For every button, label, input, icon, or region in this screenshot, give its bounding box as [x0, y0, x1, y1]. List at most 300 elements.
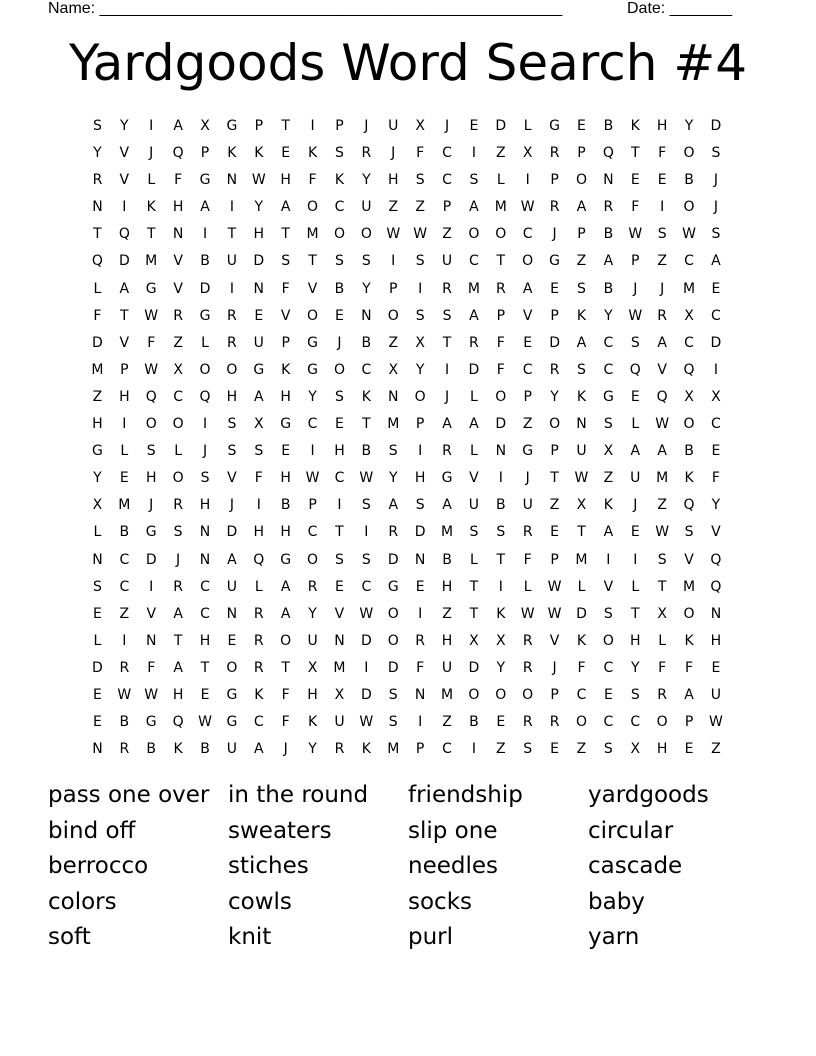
grid-letter: P — [415, 741, 425, 758]
grid-letter: S — [603, 741, 613, 758]
grid-letter: W — [520, 199, 535, 216]
grid-letter: T — [469, 605, 479, 622]
grid-letter: U — [388, 118, 399, 134]
grid-letter: Q — [199, 388, 211, 405]
grid-letter: N — [226, 605, 238, 622]
grid-letter: K — [307, 145, 318, 162]
grid-letter: A — [227, 551, 237, 568]
grid-letter: U — [361, 199, 372, 216]
grid-letter: H — [280, 388, 291, 405]
grid-letter: I — [337, 497, 342, 514]
grid-letter: J — [633, 280, 638, 297]
grid-letter: T — [146, 226, 156, 243]
grid-letter: I — [122, 199, 127, 216]
grid-letter: H — [280, 470, 291, 487]
grid-letter: N — [145, 632, 157, 649]
grid-letter: E — [93, 605, 102, 622]
grid-letter: U — [307, 632, 318, 649]
grid-letter: M — [656, 470, 669, 487]
grid-letter: H — [441, 578, 453, 595]
grid-letter: E — [227, 632, 237, 649]
grid-letter: S — [657, 226, 667, 243]
grid-letter: G — [145, 524, 157, 541]
grid-letter: E — [550, 524, 560, 541]
grid-letter: T — [496, 551, 506, 568]
grid-letter: W — [547, 605, 562, 622]
grid-letter: M — [682, 578, 696, 595]
grid-letter: F — [281, 280, 290, 297]
grid-letter: J — [149, 497, 154, 514]
grid-letter: J — [444, 388, 450, 405]
word-list-item: soft — [48, 924, 91, 951]
grid-letter: X — [684, 388, 694, 405]
grid-letter: S — [711, 145, 721, 162]
grid-letter: Y — [604, 307, 613, 324]
grid-letter: Y — [550, 388, 559, 405]
grid-letter: I — [364, 524, 369, 541]
grid-letter: S — [523, 741, 533, 758]
grid-letter: Q — [683, 497, 695, 514]
grid-letter: W — [359, 714, 374, 731]
grid-letter: I — [471, 741, 476, 758]
grid-letter: V — [522, 307, 533, 324]
grid-letter: R — [334, 741, 345, 758]
grid-letter: K — [334, 172, 345, 189]
grid-letter: D — [495, 416, 507, 433]
grid-letter: Y — [415, 361, 425, 378]
grid-letter: O — [602, 632, 614, 649]
grid-letter: U — [576, 443, 587, 460]
grid-letter: L — [120, 443, 129, 460]
grid-letter: A — [576, 199, 587, 216]
grid-letter: G — [199, 307, 211, 324]
grid-letter: D — [710, 118, 722, 134]
grid-letter: M — [145, 253, 158, 270]
grid-letter: X — [496, 632, 506, 649]
date-field-label: Date: _______ — [627, 0, 732, 17]
grid-letter: R — [522, 524, 533, 541]
grid-letter: A — [576, 334, 587, 351]
grid-letter: M — [440, 524, 454, 541]
grid-letter: I — [525, 172, 530, 189]
grid-letter: C — [200, 578, 210, 595]
grid-letter: Y — [362, 280, 371, 297]
grid-letter: A — [603, 253, 614, 270]
grid-letter: F — [174, 172, 183, 189]
grid-letter: C — [307, 524, 318, 541]
grid-letter: K — [684, 632, 694, 649]
grid-letter: S — [630, 334, 640, 351]
word-list-item: friendship — [408, 782, 523, 808]
name-field-label: Name: ____________________________________________________ — [48, 0, 563, 17]
grid-letter: P — [389, 280, 398, 297]
word-list-item: berrocco — [48, 853, 149, 880]
grid-letter: B — [280, 497, 291, 514]
grid-letter: J — [364, 118, 369, 134]
grid-letter: R — [522, 659, 533, 676]
grid-letter: R — [657, 686, 668, 703]
grid-letter: I — [122, 632, 127, 649]
grid-letter: L — [201, 334, 209, 351]
grid-letter: Z — [92, 388, 103, 405]
grid-letter: Y — [308, 388, 317, 405]
grid-letter: E — [711, 280, 721, 297]
grid-letter: A — [254, 388, 264, 405]
grid-letter: K — [576, 388, 587, 405]
grid-letter: Z — [603, 470, 614, 487]
grid-letter: Z — [496, 145, 506, 162]
grid-letter: K — [603, 497, 613, 514]
grid-letter: B — [684, 443, 694, 460]
grid-letter: Z — [522, 416, 533, 433]
grid-letter: I — [498, 578, 503, 595]
grid-letter: B — [119, 524, 130, 541]
grid-letter: M — [306, 226, 319, 243]
grid-letter: V — [173, 253, 183, 270]
word-list-item: purl — [408, 924, 454, 951]
grid-letter: T — [120, 307, 129, 324]
grid-letter: N — [414, 551, 426, 568]
grid-letter: F — [308, 172, 317, 189]
grid-letter: U — [630, 470, 641, 487]
grid-letter: L — [631, 578, 640, 595]
grid-letter: P — [684, 714, 694, 731]
grid-letter: C — [684, 334, 694, 351]
grid-letter: S — [415, 253, 425, 270]
grid-letter: S — [630, 686, 640, 703]
grid-letter: J — [525, 470, 530, 487]
grid-letter: N — [199, 551, 211, 568]
grid-letter: E — [630, 388, 640, 405]
grid-letter: H — [119, 388, 130, 405]
grid-letter: N — [226, 172, 238, 189]
grid-letter: S — [335, 253, 344, 270]
grid-letter: E — [415, 578, 425, 595]
grid-letter: Q — [172, 714, 184, 731]
grid-letter: K — [576, 307, 587, 324]
grid-letter: A — [657, 334, 667, 351]
grid-letter: R — [119, 741, 130, 758]
grid-letter: E — [523, 334, 533, 351]
grid-letter: T — [496, 253, 506, 270]
grid-letter: T — [442, 334, 452, 351]
grid-letter: V — [603, 578, 614, 595]
grid-letter: S — [603, 605, 613, 622]
grid-letter: R — [549, 199, 560, 216]
grid-letter: N — [710, 605, 722, 622]
grid-letter: R — [495, 280, 506, 297]
grid-letter: E — [281, 145, 291, 162]
grid-letter: Y — [684, 118, 694, 134]
grid-letter: X — [684, 307, 694, 324]
grid-letter: V — [711, 524, 721, 541]
word-list-item: colors — [48, 888, 117, 915]
grid-letter: N — [92, 199, 103, 216]
grid-letter: E — [93, 686, 102, 703]
grid-letter: W — [198, 714, 212, 731]
grid-letter: J — [660, 280, 665, 297]
grid-letter: E — [550, 280, 560, 297]
grid-letter: M — [467, 280, 480, 297]
grid-letter: F — [93, 307, 102, 324]
grid-letter: A — [200, 199, 210, 216]
grid-letter: C — [522, 361, 533, 378]
grid-letter: H — [307, 686, 318, 703]
grid-letter: A — [469, 199, 479, 216]
grid-letter: N — [603, 172, 614, 189]
grid-letter: U — [441, 659, 453, 676]
word-list-item: baby — [588, 888, 645, 915]
grid-letter: G — [522, 443, 534, 460]
grid-letter: O — [495, 686, 507, 703]
grid-letter: P — [550, 551, 559, 568]
grid-letter: D — [253, 253, 265, 270]
grid-letter: C — [334, 470, 345, 487]
grid-letter: C — [334, 199, 345, 216]
word-list-item: cascade — [588, 853, 683, 880]
grid-letter: W — [144, 361, 159, 378]
grid-letter: S — [281, 253, 291, 270]
grid-letter: T — [281, 659, 290, 676]
grid-letter: S — [361, 551, 371, 568]
grid-letter: S — [415, 172, 425, 189]
grid-letter: Y — [711, 497, 721, 514]
grid-letter: V — [469, 470, 479, 487]
grid-letter: I — [418, 714, 423, 731]
grid-letter: R — [522, 632, 533, 649]
grid-letter: H — [334, 443, 345, 460]
grid-letter: M — [118, 497, 131, 514]
grid-letter: O — [495, 388, 507, 405]
grid-letter: B — [603, 118, 614, 134]
grid-letter: C — [711, 307, 721, 324]
grid-letter: S — [93, 578, 102, 595]
grid-letter: F — [631, 199, 640, 216]
grid-letter: B — [603, 280, 614, 297]
grid-letter: H — [92, 416, 103, 433]
grid-letter: L — [147, 172, 156, 189]
grid-letter: O — [307, 307, 319, 324]
grid-letter: K — [576, 632, 587, 649]
grid-letter: J — [713, 199, 718, 216]
grid-letter: P — [200, 145, 210, 162]
letter-grid — [84, 113, 729, 763]
grid-letter: D — [199, 280, 211, 297]
grid-letter: K — [254, 686, 264, 703]
grid-letter: W — [305, 470, 320, 487]
grid-letter: V — [280, 307, 291, 324]
word-list-item: sweaters — [228, 817, 332, 844]
grid-letter: F — [523, 551, 532, 568]
grid-letter: F — [416, 145, 425, 162]
word-list-item: slip one — [408, 817, 498, 844]
grid-letter: X — [711, 388, 721, 405]
grid-letter: T — [362, 416, 371, 433]
grid-letter: G — [441, 470, 453, 487]
grid-letter: G — [145, 714, 157, 731]
grid-letter: A — [442, 416, 452, 433]
grid-letter: S — [200, 470, 210, 487]
grid-letter: I — [202, 416, 208, 433]
grid-letter: S — [254, 443, 264, 460]
grid-letter: Y — [496, 659, 506, 676]
grid-letter: D — [360, 686, 372, 703]
grid-letter: A — [119, 280, 130, 297]
grid-letter: H — [172, 199, 184, 216]
grid-letter: I — [713, 361, 718, 378]
grid-letter: O — [495, 226, 507, 243]
grid-letter: K — [496, 605, 506, 622]
grid-letter: E — [119, 470, 129, 487]
grid-letter: N — [414, 686, 426, 703]
grid-letter: T — [550, 470, 559, 487]
grid-letter: I — [364, 659, 369, 676]
grid-letter: A — [173, 118, 183, 134]
grid-letter: R — [442, 443, 452, 460]
grid-letter: N — [253, 280, 265, 297]
grid-letter: B — [684, 172, 694, 189]
grid-letter: T — [657, 578, 667, 595]
grid-letter: W — [574, 470, 589, 487]
grid-letter: Z — [576, 741, 587, 758]
grid-letter: F — [685, 659, 694, 676]
grid-letter: I — [229, 280, 234, 297]
grid-letter: T — [630, 605, 640, 622]
grid-letter: E — [496, 714, 506, 731]
grid-letter: J — [202, 443, 208, 460]
grid-letter: R — [522, 714, 533, 731]
grid-letter: O — [575, 172, 587, 189]
grid-letter: K — [684, 470, 694, 487]
grid-letter: W — [386, 226, 401, 243]
page-title: Yardgoods Word Search #4 — [68, 34, 748, 92]
grid-letter: P — [308, 497, 317, 514]
grid-letter: A — [173, 605, 183, 622]
grid-letter: W — [117, 686, 132, 703]
grid-letter: O — [656, 714, 668, 731]
grid-letter: L — [93, 280, 102, 297]
grid-letter: Z — [711, 741, 721, 758]
grid-letter: T — [630, 145, 640, 162]
grid-letter: X — [334, 686, 345, 703]
grid-letter: B — [496, 497, 506, 514]
grid-letter: S — [711, 226, 721, 243]
word-list-item: yardgoods — [588, 782, 709, 808]
grid-letter: E — [630, 524, 640, 541]
grid-letter: S — [415, 497, 425, 514]
grid-letter: W — [359, 470, 374, 487]
grid-letter: N — [334, 632, 345, 649]
grid-letter: D — [92, 659, 103, 676]
grid-letter: E — [711, 659, 721, 676]
grid-letter: O — [683, 416, 695, 433]
grid-letter: D — [360, 632, 372, 649]
grid-letter: F — [658, 659, 667, 676]
grid-letter: W — [655, 416, 670, 433]
grid-letter: A — [280, 605, 291, 622]
grid-letter: I — [471, 145, 476, 162]
grid-letter: W — [709, 714, 723, 731]
grid-letter: X — [253, 416, 264, 433]
grid-letter: Z — [442, 605, 452, 622]
grid-letter: Z — [119, 605, 130, 622]
grid-letter: J — [552, 226, 557, 243]
grid-letter: X — [657, 605, 667, 622]
grid-letter: W — [520, 605, 535, 622]
grid-letter: O — [199, 361, 211, 378]
grid-letter: E — [93, 714, 102, 731]
grid-letter: T — [469, 578, 479, 595]
grid-letter: S — [603, 416, 613, 433]
grid-letter: F — [281, 686, 290, 703]
grid-letter: P — [550, 443, 559, 460]
grid-letter: H — [656, 741, 668, 758]
grid-letter: I — [444, 361, 450, 378]
grid-letter: P — [281, 334, 290, 351]
grid-letter: H — [280, 524, 291, 541]
grid-letter: I — [149, 118, 154, 134]
grid-letter: I — [633, 551, 638, 568]
grid-letter: Z — [388, 334, 399, 351]
grid-letter: A — [657, 443, 667, 460]
grid-letter: S — [388, 714, 398, 731]
grid-letter: G — [280, 551, 292, 568]
grid-letter: B — [361, 443, 372, 460]
grid-letter: C — [603, 659, 614, 676]
grid-letter: M — [494, 199, 507, 216]
grid-letter: I — [418, 280, 423, 297]
grid-letter: O — [683, 605, 695, 622]
grid-letter: Q — [172, 145, 184, 162]
grid-letter: P — [496, 307, 506, 324]
grid-letter: P — [550, 172, 559, 189]
grid-letter: R — [253, 632, 264, 649]
grid-letter: B — [146, 741, 157, 758]
grid-letter: H — [226, 388, 238, 405]
grid-letter: J — [337, 334, 342, 351]
grid-letter: K — [281, 361, 291, 378]
grid-letter: S — [227, 443, 237, 460]
grid-letter: W — [413, 226, 428, 243]
grid-letter: W — [144, 686, 159, 703]
grid-letter: C — [576, 686, 587, 703]
grid-letter: C — [603, 714, 614, 731]
grid-letter: P — [335, 118, 344, 134]
grid-letter: P — [631, 253, 640, 270]
grid-letter: C — [253, 714, 264, 731]
grid-letter: I — [606, 551, 611, 568]
grid-letter: R — [307, 578, 318, 595]
grid-letter: Y — [93, 145, 102, 162]
grid-letter: V — [227, 470, 237, 487]
grid-letter: C — [442, 172, 452, 189]
grid-letter: O — [575, 714, 587, 731]
grid-letter: H — [199, 497, 211, 514]
grid-letter: D — [576, 605, 587, 622]
grid-letter: L — [470, 388, 478, 405]
grid-letter: D — [710, 334, 722, 351]
grid-letter: Z — [657, 497, 667, 514]
grid-letter: I — [149, 578, 154, 595]
grid-letter: E — [657, 172, 667, 189]
grid-letter: X — [603, 443, 614, 460]
grid-letter: R — [549, 361, 560, 378]
grid-letter: O — [683, 145, 695, 162]
grid-letter: O — [468, 686, 480, 703]
grid-letter: T — [577, 524, 586, 541]
grid-letter: D — [414, 524, 426, 541]
word-list-item: circular — [588, 817, 674, 844]
